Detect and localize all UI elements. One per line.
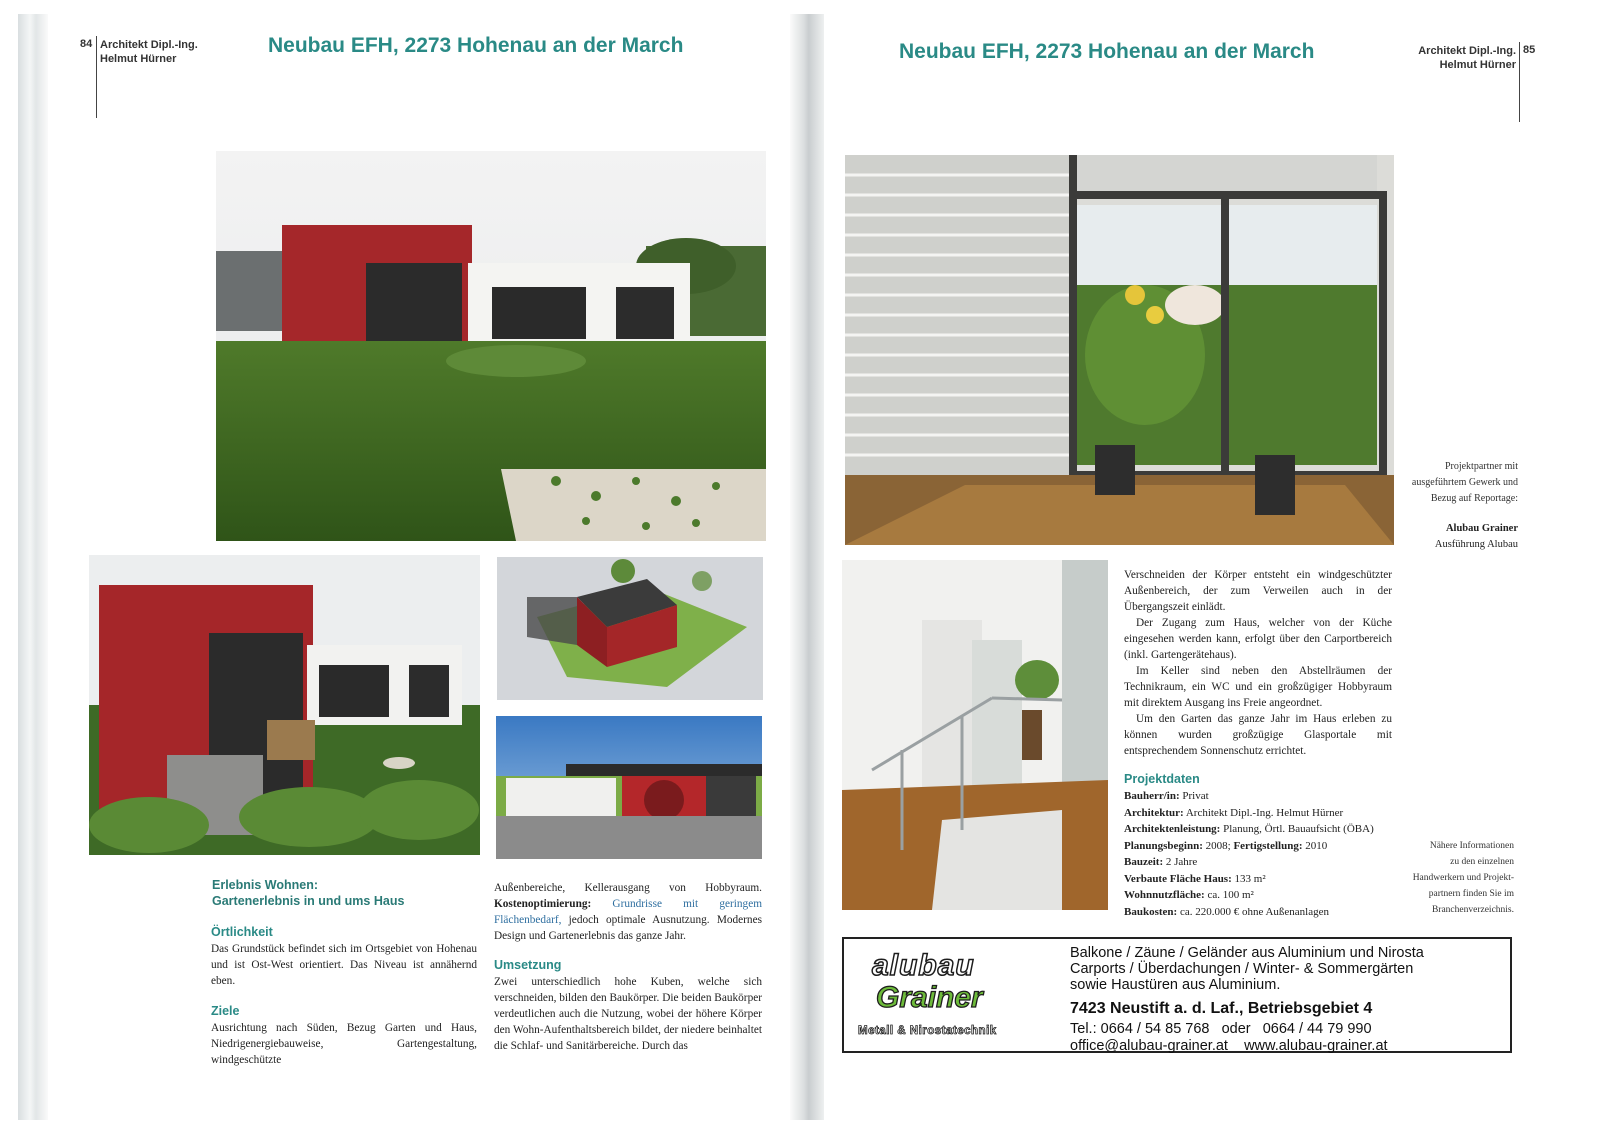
intro-heading (212, 877, 492, 909)
partner-note-line1: Projektpartner mit (1444, 461, 1518, 472)
col2-text-part2: jedoch optimale Ausnutzung. Modernes Design und Gartenerlebnis das ganze Jahr. (494, 914, 762, 942)
partner-credit (1380, 521, 1518, 553)
left-page-edge (18, 14, 48, 1120)
ad-text (1070, 945, 1510, 1055)
body-paragraph: Im Keller sind neben den Abstellräumen der Technikraum, ein WC und ein großzügiger Hobbyraum mit direktem Ausgang ins Freie angeordnet. (1124, 665, 1392, 709)
ad-website[interactable]: www.alubau-grainer.at (1244, 1038, 1388, 1054)
section-heading: Umsetzung (494, 958, 562, 972)
col2-bold: Kostenoptimierung: (494, 898, 592, 910)
projektdaten-row: Bauherr/in: Privat (1124, 790, 1209, 802)
ad-line2: Carports / Überdachungen / Winter- & Sommergärten (1070, 961, 1414, 977)
intro-heading-line2: Gartenerlebnis in und ums Haus (212, 894, 405, 908)
ad-line1: Balkone / Zäune / Geländer aus Aluminium und Nirosta (1070, 945, 1424, 961)
left-col2-text (494, 880, 762, 944)
info-note-line: Handwerkern und Projekt- (1412, 873, 1514, 883)
right-author (1400, 44, 1516, 72)
projektdaten-block (1124, 770, 1394, 920)
col2-highlight: Grundrisse mit geringem Flächenbedarf, (494, 898, 762, 926)
ad-contact (1070, 1038, 1510, 1055)
col2-text-part1: Außenbereiche, Kellerausgang von Hobbyraum. (494, 882, 762, 894)
partner-note-line3: Bezug auf Reportage: (1430, 493, 1518, 504)
ad-address: 7423 Neustift a. d. Laf., Betriebsgebiet 4 (1070, 1000, 1373, 1017)
info-note (1400, 838, 1514, 918)
alubau-logo (850, 945, 1040, 1045)
projektdaten-row: Planungsbeginn: 2008; Fertigstellung: 2010 (1124, 839, 1328, 852)
info-note-line: Nähere Informationen (1429, 841, 1514, 851)
projektdaten-row: Architektur: Architekt Dipl.-Ing. Helmut Hürner (1124, 806, 1344, 819)
right-author-line2: Helmut Hürner (1439, 59, 1516, 71)
intro-heading-line1: Erlebnis Wohnen: (212, 878, 319, 892)
info-note-line: partnern finden Sie im (1428, 889, 1514, 899)
house-exterior-photo (216, 151, 766, 541)
section-text: Ausrichtung nach Süden, Bezug Garten und Haus, Niedrigenergiebauweise, Gartengestaltung, windgeschützte (211, 1022, 477, 1066)
section-ziele (211, 1003, 477, 1068)
info-note-line: Branchenverzeichnis. (1431, 905, 1514, 915)
interior-hallway-photo (842, 560, 1108, 910)
section-text: Zwei unterschiedlich hohe Kuben, welche sich verschneiden, bilden den Baukörper. Die beiden Baukörper verdeutlichen auch die Nutzung, wobei der höhere Körper den Wohn-Aufenthaltsbereich bildet, der niedere beinhaltet die Schlaf- und Sanitärbereiche. Durch das (494, 976, 762, 1052)
interior-window-photo (845, 155, 1394, 545)
ad-line3: sowie Haustüren aus Aluminium. (1070, 977, 1281, 993)
section-text: Das Grundstück befindet sich im Ortsgebiet von Hohenau und ist Ost-West orientiert. Das Niveau ist annähernd eben. (211, 943, 477, 987)
left-page-number: 84 (80, 38, 93, 50)
ad-phone: Tel.: 0664 / 54 85 768 oder 0664 / 44 79 990 (1070, 1021, 1372, 1037)
right-body-text (1124, 567, 1392, 759)
projektdaten-row: Baukosten: ca. 220.000 € ohne Außenanlagen (1124, 905, 1330, 918)
logo-main-text: Grainer (876, 981, 983, 1014)
gutter (790, 14, 824, 1120)
right-author-line1: Architekt Dipl.-Ing. (1418, 45, 1516, 57)
section-heading: Ziele (211, 1004, 240, 1018)
3d-rendering-top-photo (497, 557, 763, 700)
section-oertlichkeit (211, 924, 477, 989)
house-side-photo (89, 555, 480, 855)
partner-note (1400, 459, 1518, 507)
body-paragraph: Der Zugang zum Haus, welcher von der Küche eingesehen werden kann, erfolgt über den Carportbereich (inkl. Gartengerätehaus). (1124, 617, 1392, 661)
body-paragraph: Verschneiden der Körper entsteht ein windgeschützter Außenbereich, der zum Verweilen auch in der Übergangszeit einlädt. (1124, 569, 1392, 613)
projektdaten-row: Verbaute Fläche Haus: 133 m² (1124, 872, 1266, 885)
right-page-title: Neubau EFH, 2273 Hohenau an der March (899, 40, 1315, 63)
left-author-line2: Helmut Hürner (100, 53, 177, 65)
right-page-number: 85 (1523, 44, 1536, 56)
section-umsetzung (494, 957, 762, 1054)
left-author (100, 38, 198, 66)
info-note-line: zu den einzelnen (1450, 857, 1514, 867)
left-page-title: Neubau EFH, 2273 Hohenau an der March (268, 34, 684, 57)
ad-email[interactable]: office@alubau-grainer.at (1070, 1038, 1228, 1054)
section-heading: Örtlichkeit (211, 925, 273, 939)
3d-rendering-bottom-photo (496, 716, 762, 859)
left-header-rule (96, 36, 97, 118)
projektdaten-row: Architektenleistung: Planung, Örtl. Bauaufsicht (ÖBA) (1124, 823, 1374, 835)
partner-name: Alubau Grainer (1445, 523, 1518, 534)
logo-top-text: alubau (872, 949, 975, 982)
partner-note-line2: ausgeführtem Gewerk und (1411, 477, 1518, 488)
projektdaten-row: Bauzeit: 2 Jahre (1124, 856, 1198, 868)
logo-sub-text: Metall & Nirostatechnik (858, 1025, 997, 1037)
alubau-ad (842, 937, 1512, 1053)
projektdaten-heading: Projektdaten (1124, 772, 1200, 786)
left-author-line1: Architekt Dipl.-Ing. (100, 39, 198, 51)
projektdaten-row: Wohnnutzfläche: ca. 100 m² (1124, 889, 1254, 901)
body-paragraph: Um den Garten das ganze Jahr im Haus erleben zu können wurden großzügige Glasportale mit entsprechendem Sonnenschutz errichtet. (1124, 713, 1392, 757)
partner-work: Ausführung Alubau (1434, 539, 1518, 550)
right-header-rule (1519, 42, 1520, 122)
